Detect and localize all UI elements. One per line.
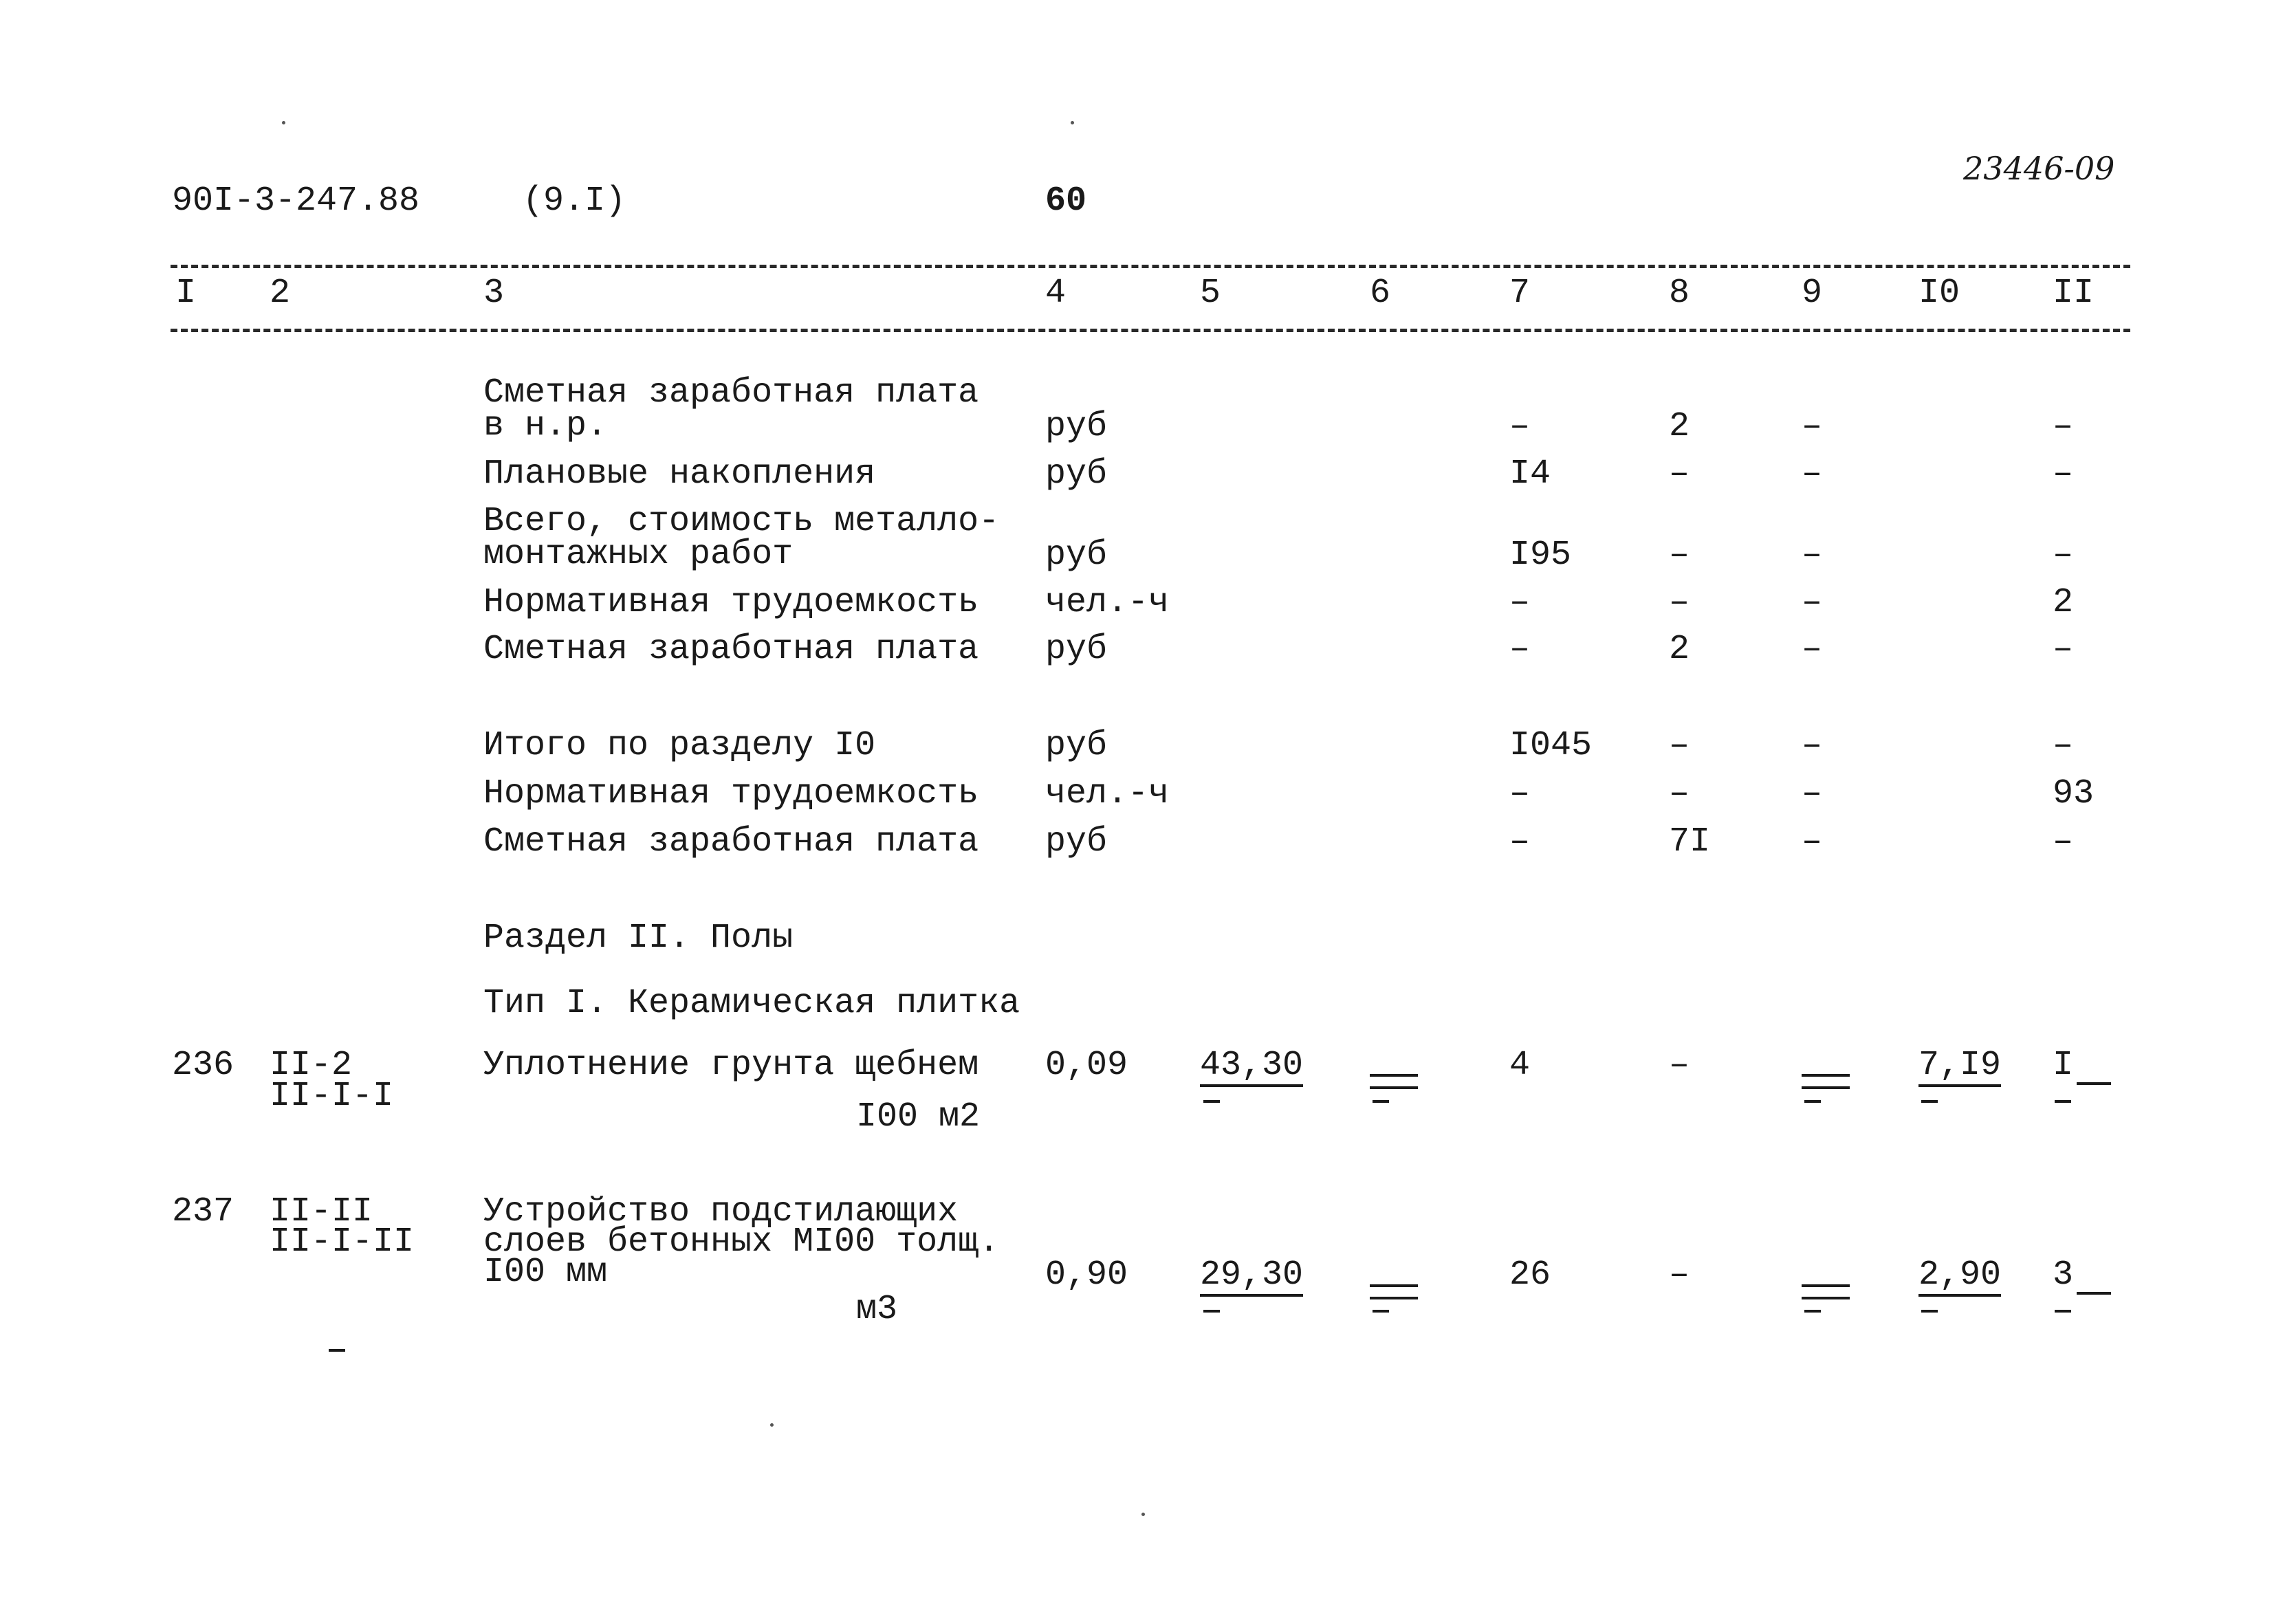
- scan-speck: [1071, 121, 1074, 124]
- total-col9: –: [1802, 774, 1823, 813]
- item-col11: I: [2053, 1046, 2074, 1085]
- total-col11: –: [2053, 822, 2074, 862]
- item-col7: 26: [1509, 1255, 1551, 1295]
- summary-unit: руб: [1045, 630, 1108, 669]
- subsection-title: Тип I. Керамическая плитка: [483, 984, 1020, 1023]
- item-name-line-3: I00 мм: [483, 1253, 608, 1292]
- total-label: Итого по разделу I0: [483, 726, 876, 765]
- summary-unit: руб: [1045, 536, 1108, 575]
- summary-label: Сметная заработная плата в н.р.: [483, 373, 979, 446]
- col11-blank-line: [2077, 1082, 2111, 1085]
- summary-col11: –: [2053, 536, 2074, 575]
- summary-unit: чел.-ч: [1045, 583, 1170, 622]
- price-dash-mark: [1203, 1310, 1220, 1313]
- item-labor: 7,I9: [1918, 1049, 2001, 1087]
- item-code: II-2: [270, 1046, 353, 1085]
- summary-col11: –: [2053, 407, 2074, 446]
- scan-speck: [770, 1423, 774, 1427]
- summary-col8: 2: [1669, 630, 1690, 669]
- total-col9: –: [1802, 822, 1823, 862]
- summary-col9: –: [1802, 630, 1823, 669]
- column9-double-dash: [1802, 1284, 1850, 1299]
- price-dash-mark: [1203, 1100, 1220, 1103]
- section-reference: (9.I): [523, 182, 626, 221]
- column-header-11: II: [2053, 274, 2095, 313]
- item-col11: 3: [2053, 1255, 2074, 1295]
- summary-col9: –: [1802, 454, 1823, 494]
- top-dashed-rule: [171, 265, 2130, 268]
- summary-unit: руб: [1045, 407, 1108, 446]
- column-header-8: 8: [1669, 274, 1690, 313]
- summary-col8: –: [1669, 583, 1690, 622]
- col11-dash-mark: [2055, 1310, 2071, 1313]
- col11-blank-line: [2077, 1292, 2111, 1295]
- total-col7: –: [1509, 774, 1531, 813]
- column-header-2: 2: [270, 274, 291, 313]
- summary-label: Сметная заработная плата: [483, 630, 979, 669]
- column9-double-dash: [1802, 1074, 1850, 1089]
- total-label: Сметная заработная плата: [483, 822, 979, 862]
- scan-speck: [1141, 1513, 1145, 1516]
- item-quantity: 0,90: [1045, 1255, 1128, 1295]
- item-col7: 4: [1509, 1046, 1531, 1085]
- item-unit-price: 43,30: [1200, 1049, 1303, 1087]
- labor-dash-mark: [1921, 1100, 1938, 1103]
- item-code: II-II: [270, 1192, 373, 1231]
- summary-col8: 2: [1669, 407, 1690, 446]
- item-col8: –: [1669, 1046, 1690, 1085]
- total-unit: руб: [1045, 726, 1108, 765]
- total-unit: чел.-ч: [1045, 774, 1170, 813]
- item-code-secondary: II-I-II: [270, 1222, 415, 1262]
- summary-label: Нормативная трудоемкость: [483, 583, 979, 622]
- item-unit: I00 м2: [856, 1097, 981, 1137]
- column-header-7: 7: [1509, 274, 1531, 313]
- total-col8: 7I: [1669, 822, 1711, 862]
- column-header-1: I: [175, 274, 197, 313]
- summary-col9: –: [1802, 536, 1823, 575]
- section-title: Раздел II. Полы: [483, 919, 794, 958]
- labor-dash-mark: [1921, 1310, 1938, 1313]
- column-header-5: 5: [1200, 274, 1221, 313]
- summary-col9: –: [1802, 407, 1823, 446]
- inventory-number: 23446-09: [1963, 150, 2115, 187]
- summary-col7: I4: [1509, 454, 1551, 494]
- item-unit-price: 29,30: [1200, 1258, 1303, 1297]
- total-col8: –: [1669, 726, 1690, 765]
- column-header-10: I0: [1918, 274, 1960, 313]
- column9-dash-mark: [1804, 1310, 1821, 1313]
- summary-label: Всего, стоимость металло- монтажных работ: [483, 502, 1000, 574]
- item-number: 237: [172, 1192, 234, 1231]
- summary-col8: –: [1669, 454, 1690, 494]
- column6-double-dash: [1370, 1284, 1418, 1299]
- item-name-line-2: слоев бетонных МI00 толщ.: [483, 1222, 1000, 1262]
- summary-col7: –: [1509, 630, 1531, 669]
- item-number: 236: [172, 1046, 234, 1085]
- document-code: 90I-3-247.88: [172, 182, 420, 221]
- summary-unit: руб: [1045, 454, 1108, 494]
- summary-col7: –: [1509, 407, 1531, 446]
- item-name: Уплотнение грунта щебнем: [483, 1046, 979, 1085]
- column9-dash-mark: [1804, 1100, 1821, 1103]
- column-header-4: 4: [1045, 274, 1067, 313]
- column6-dash-mark: [1373, 1100, 1389, 1103]
- item-quantity: 0,09: [1045, 1046, 1128, 1085]
- column6-double-dash: [1370, 1074, 1418, 1089]
- total-col11: 93: [2053, 774, 2095, 813]
- summary-col8: –: [1669, 536, 1690, 575]
- total-col8: –: [1669, 774, 1690, 813]
- item-name-line-1: Устройство подстилающих: [483, 1192, 959, 1231]
- total-unit: руб: [1045, 822, 1108, 862]
- column-header-3: 3: [483, 274, 505, 313]
- total-col7: –: [1509, 822, 1531, 862]
- item-col8: –: [1669, 1255, 1690, 1295]
- total-col7: I045: [1509, 726, 1593, 765]
- item-unit: м3: [856, 1290, 898, 1329]
- scan-mark: [329, 1349, 345, 1352]
- summary-label: Плановые накопления: [483, 454, 876, 494]
- summary-col11: 2: [2053, 583, 2074, 622]
- page-number: 60: [1045, 182, 1087, 221]
- bottom-dashed-rule: [171, 329, 2130, 332]
- total-label: Нормативная трудоемкость: [483, 774, 979, 813]
- summary-col7: –: [1509, 583, 1531, 622]
- item-labor: 2,90: [1918, 1258, 2001, 1297]
- scan-speck: [282, 121, 285, 124]
- summary-col7: I95: [1509, 536, 1572, 575]
- summary-col11: –: [2053, 630, 2074, 669]
- column-header-6: 6: [1370, 274, 1391, 313]
- column-header-9: 9: [1802, 274, 1823, 313]
- col11-dash-mark: [2055, 1100, 2071, 1103]
- summary-col11: –: [2053, 454, 2074, 494]
- item-code-secondary: II-I-I: [270, 1077, 394, 1116]
- column6-dash-mark: [1373, 1310, 1389, 1313]
- summary-col9: –: [1802, 583, 1823, 622]
- total-col11: –: [2053, 726, 2074, 765]
- total-col9: –: [1802, 726, 1823, 765]
